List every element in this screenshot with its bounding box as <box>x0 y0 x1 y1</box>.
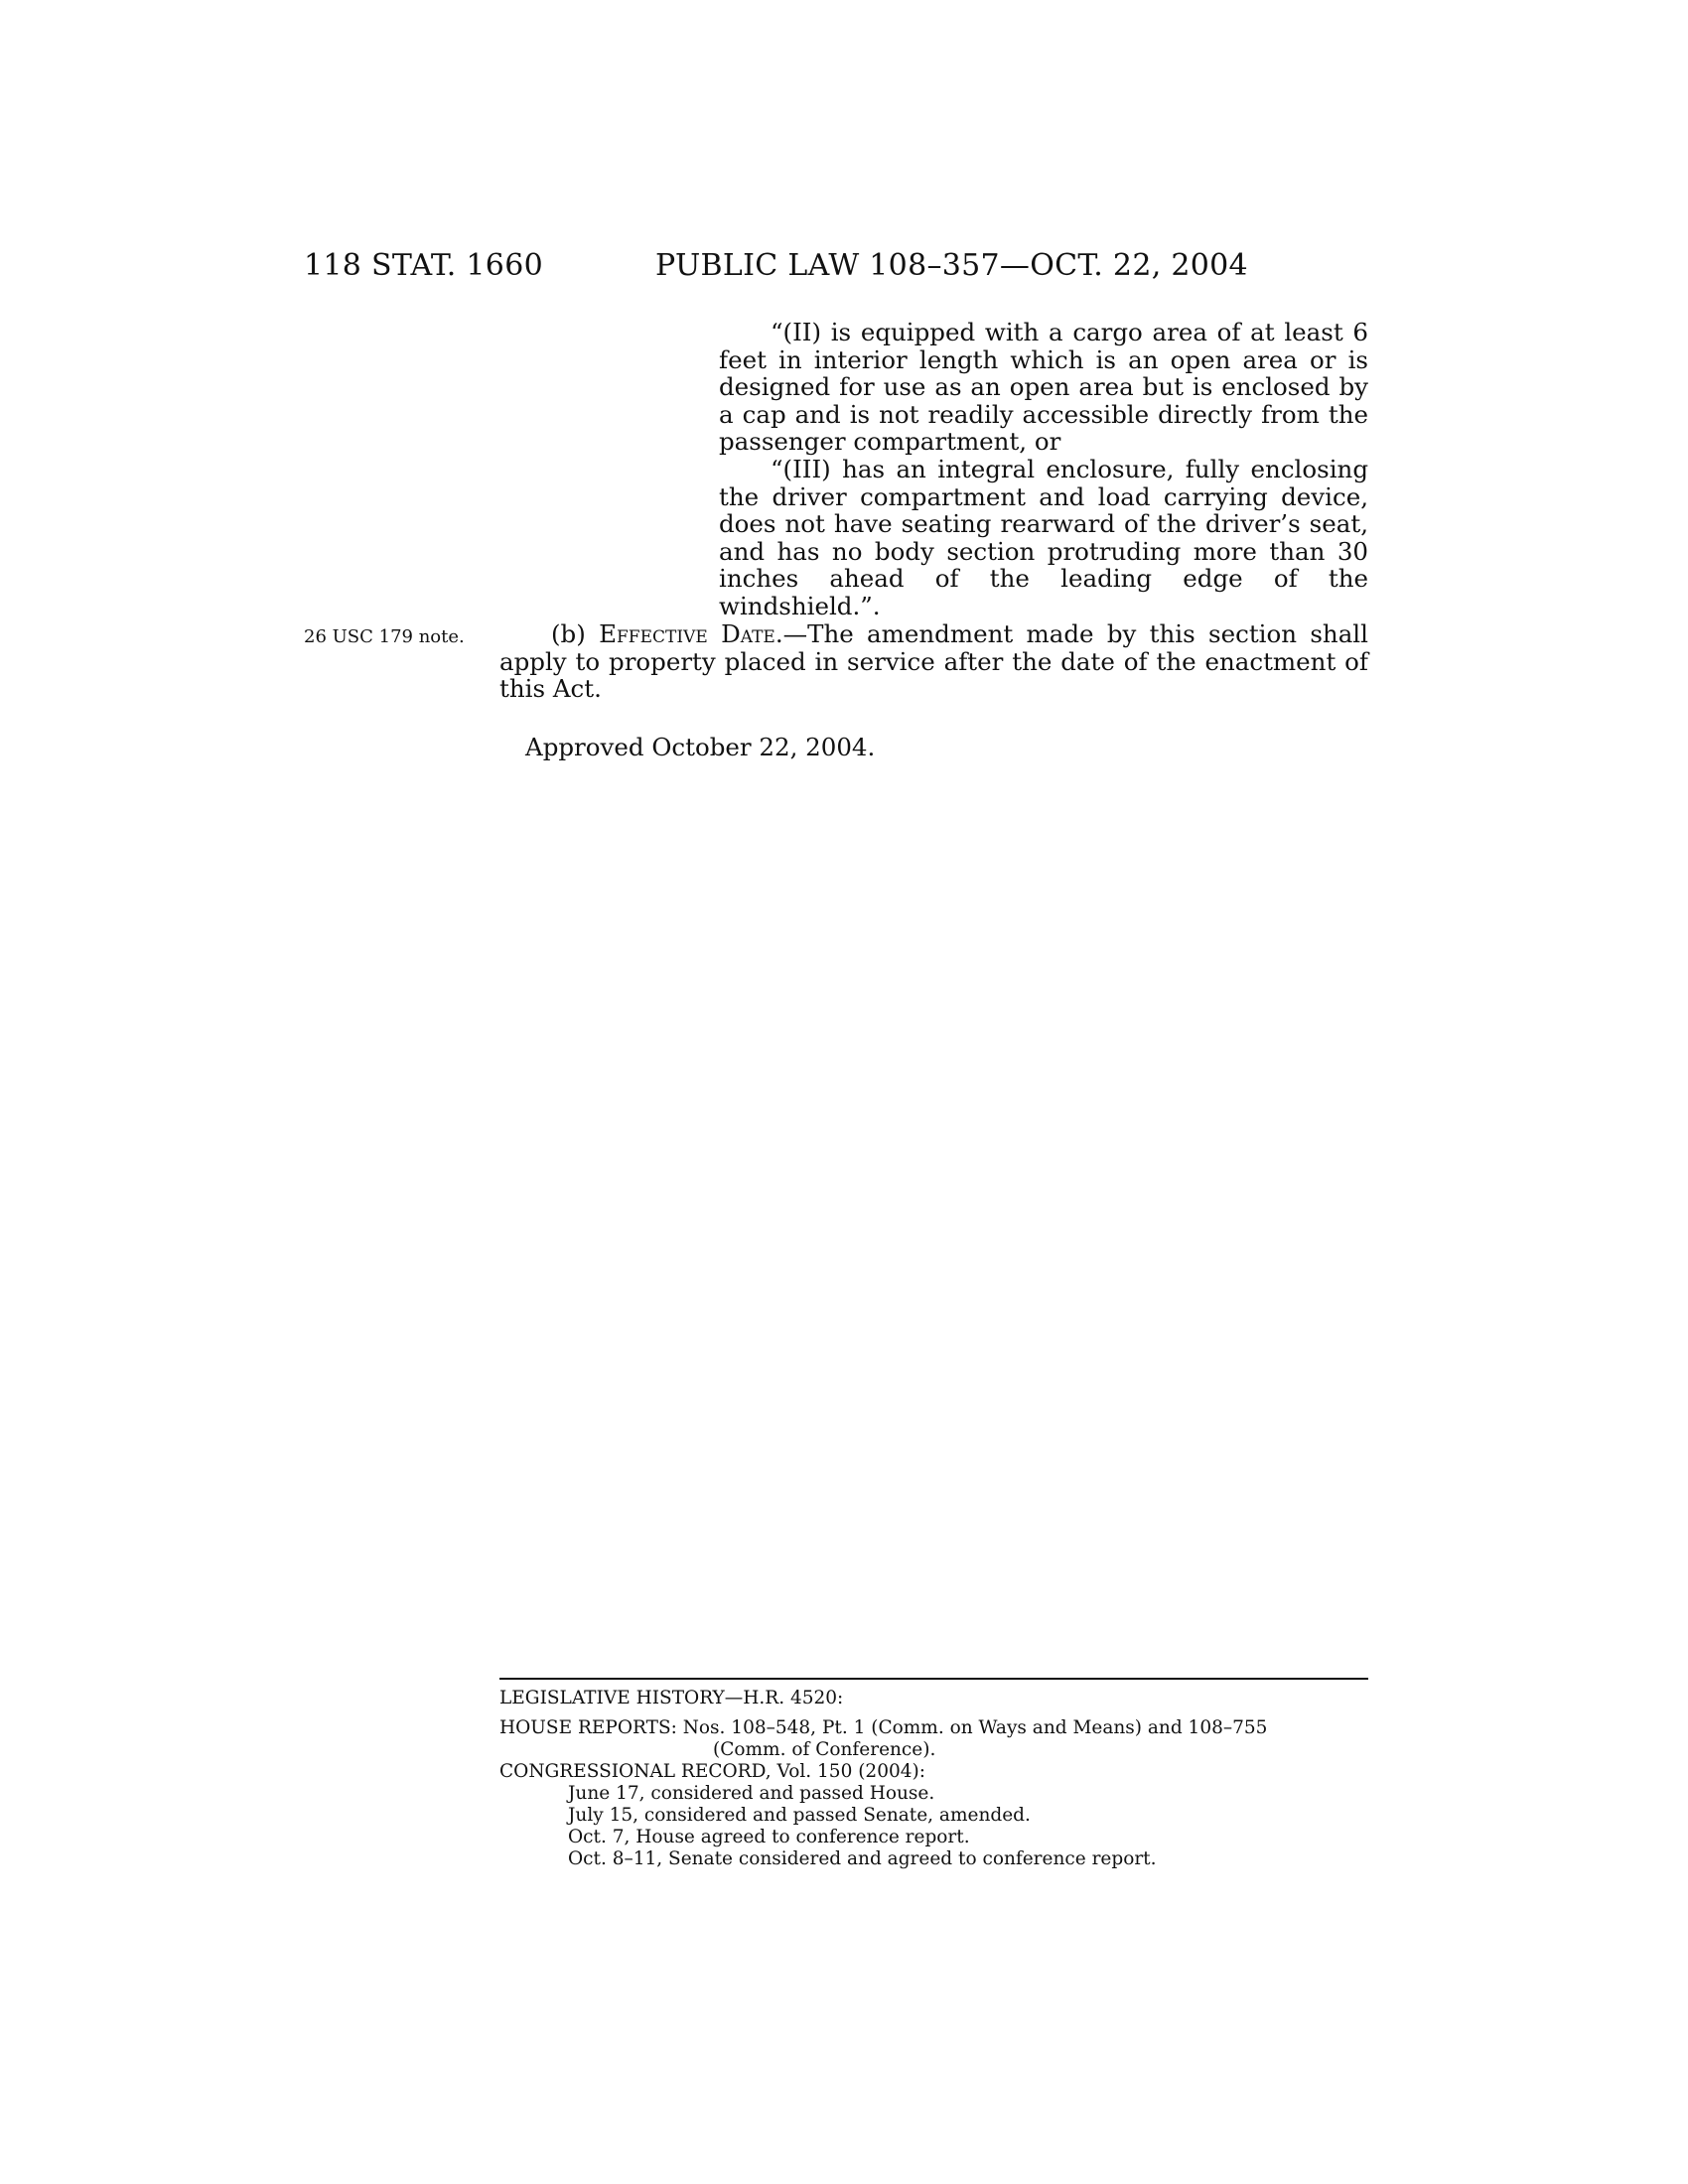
clause-ii <box>719 319 1368 456</box>
approved-date: Approved October 22, 2004. <box>525 733 876 761</box>
clause-ii-text: “(II) is equipped with a cargo area of at least 6 feet in interior length which is an open area or is designed for use as an open area but is enclosed by a cap and is not readily accessible directly from the passenger compartment, or <box>719 318 1368 457</box>
history-item: Oct. 7, House agreed to conference report. <box>568 1827 970 1847</box>
subsection-b <box>499 620 1368 703</box>
history-item: Oct. 8–11, Senate considered and agreed to conference report. <box>568 1848 1157 1869</box>
subsection-b-text: .—The amendment made by this section shall apply to property placed in service after the date of the enactment of this Act. <box>499 619 1368 704</box>
page-stat-citation: 118 STAT. 1660 <box>304 248 543 283</box>
running-head-title: PUBLIC LAW 108–357—OCT. 22, 2004 <box>655 248 1248 283</box>
margin-note: 26 USC 179 note. <box>304 626 465 647</box>
clause-iii-text: “(III) has an integral enclosure, fully enclosing the driver compartment and load carrying device, does not have seating rearward of the driver’s seat, and has no body section protruding more than 30 inches ahead of the leading edge of the windshield.”. <box>719 455 1368 620</box>
house-reports-continuation: (Comm. of Conference). <box>713 1739 936 1760</box>
subsection-b-heading: Effective Date <box>599 619 775 648</box>
history-item: July 15, considered and passed Senate, amended. <box>568 1805 1031 1826</box>
legislative-history <box>499 1678 1368 1870</box>
congressional-record: CONGRESSIONAL RECORD, Vol. 150 (2004): <box>499 1761 925 1782</box>
legislative-history-title: LEGISLATIVE HISTORY—H.R. 4520: <box>499 1688 844 1708</box>
house-reports: HOUSE REPORTS: Nos. 108–548, Pt. 1 (Comm. on Ways and Means) and 108–755 <box>499 1717 1268 1738</box>
clause-iii <box>719 456 1368 620</box>
history-item: June 17, considered and passed House. <box>568 1783 935 1804</box>
subsection-b-label: (b) <box>551 619 600 648</box>
